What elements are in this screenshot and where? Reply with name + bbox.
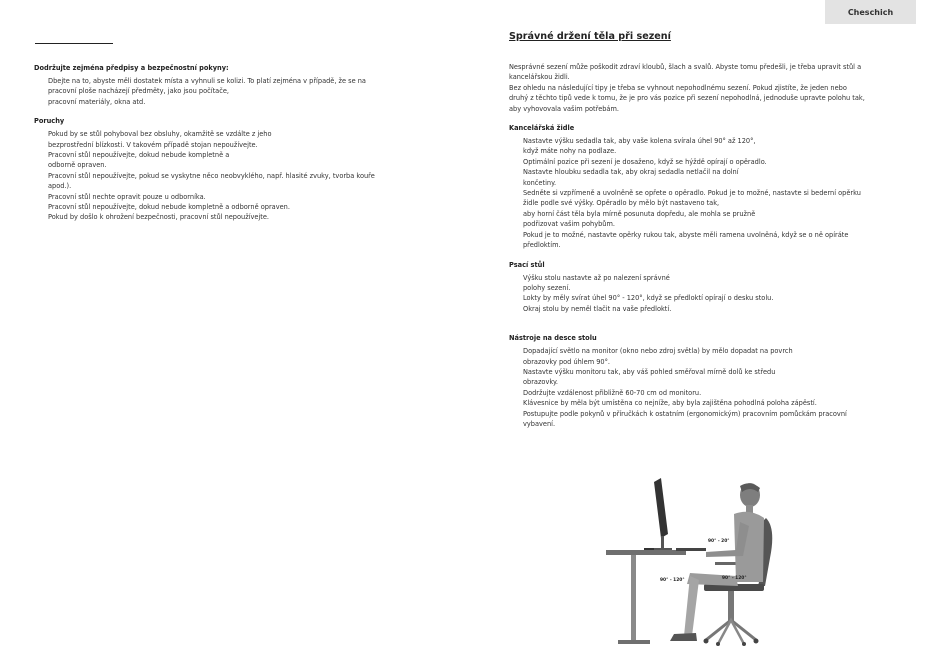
chair-line: Pokud je to možné, nastavte opěrky rukou tak, abyste měli ramena uvolněná, když se o ně opíráte	[523, 230, 849, 239]
faults-line: Pracovní stůl nepoužívejte, dokud nebude kompletně a odborně opraven.	[48, 203, 290, 212]
faults-heading: Poruchy	[34, 117, 65, 126]
tools-heading: Nástroje na desce stolu	[509, 334, 597, 343]
desk-text	[509, 273, 919, 315]
tools-line: Dopadající světlo na monitor (okno nebo zdroj světla) by mělo dopadat na povrch	[523, 347, 793, 356]
tools-line: vybavení.	[523, 419, 556, 428]
faults-line: apod.).	[48, 182, 72, 191]
faults-line: Pokud by se stůl pohyboval bez obsluhy, okamžitě se vzdálte z jeho	[48, 130, 272, 139]
section-divider	[35, 43, 113, 44]
faults-line: odborně opraven.	[48, 161, 107, 170]
chair-line: Nastavte hloubku sedadla tak, aby okraj sedadla netlačil na dolní	[523, 168, 739, 177]
chair-text	[509, 136, 919, 250]
chair-line: podřizovat vašim pohybům.	[523, 220, 615, 229]
hip-angle-label: 90° - 120°	[722, 576, 747, 581]
elbow-angle-label: 90° - 20°	[708, 539, 730, 544]
tools-line: Klávesnice by měla být umístěna co nejníže, aby byla zajištěna pohodlná poloha zápěstí.	[523, 399, 817, 408]
chair-line: aby horní část těla byla mírně posunuta dopředu, ale mohla se pružně	[523, 209, 756, 218]
desk-line: Lokty by měly svírat úhel 90° - 120°, když se předloktí opírají o desku stolu.	[523, 294, 774, 303]
left-column	[34, 64, 434, 223]
intro-line: Bez ohledu na následující tipy je třeba se vyhnout nepohodlnému sezení. Pokud zjistíte, že jeden nebo	[509, 83, 847, 92]
faults-line: Pracovní stůl nepoužívejte, dokud nebude kompletně a	[48, 151, 230, 160]
tools-text	[509, 346, 919, 429]
desk-line: Výšku stolu nastavte až po nalezení správné	[523, 273, 670, 282]
language-tab[interactable]	[825, 0, 916, 24]
desk-heading: Psací stůl	[509, 260, 545, 269]
faults-line: bezprostřední blízkosti. V takovém případě stojan nepoužívejte.	[48, 140, 258, 149]
page-title: Správné držení těla při sezení	[509, 31, 671, 42]
faults-text	[34, 129, 434, 223]
safety-heading: Dodržujte zejména předpisy a bezpečnostní pokyny:	[34, 64, 229, 72]
safety-line: Dbejte na to, abyste měli dostatek místa a vyhnuli se kolizi. To platí zejména v případě, že se na	[48, 77, 366, 85]
tools-line: obrazovky.	[523, 378, 559, 387]
chair-heading: Kancelářská židle	[509, 124, 575, 133]
monitor-icon	[652, 478, 672, 550]
chair-line: židle podle své výšky. Opěradlo by mělo být nastaveno tak,	[523, 199, 720, 208]
intro-line: aby vyhovovala vašim potřebám.	[509, 104, 619, 113]
chair-line: Sedněte si vzpřímeně a uvolněně se opřete o opěradlo. Pokud je to možné, nastavte si bederní opěrku	[523, 189, 861, 198]
desk-icon	[606, 550, 686, 644]
faults-line: Pracovní stůl nechte opravit pouze u odborníka.	[48, 192, 206, 201]
tools-line: obrazovky pod úhlem 90°.	[523, 357, 610, 366]
chair-line: končetiny.	[523, 178, 557, 187]
safety-line: pracovní materiály, okna atd.	[48, 97, 146, 106]
right-column	[509, 31, 919, 429]
intro-line: druhý z těchto tipů vede k tomu, že je pro vás pozice při sezení nepohodlná, jednoduše upravte polohu tak,	[509, 94, 865, 103]
chair-line: Nastavte výšku sedadla tak, aby vaše kolena svírala úhel 90° až 120°,	[523, 137, 756, 146]
intro-line: Nesprávné sezení může poškodit zdraví kloubů, šlach a svalů. Abyste tomu předešli, je třeba upravit stůl a	[509, 63, 862, 71]
mouse-icon	[644, 548, 654, 550]
chair-line: Optimální pozice při sezení je dosaženo, když se hýždě opírají o opěradlo.	[523, 157, 767, 166]
tools-line: Dodržujte vzdálenost přibližně 60-70 cm od monitoru.	[523, 388, 702, 397]
intro-line: kancelářskou židli.	[509, 73, 570, 82]
chair-line: když máte nohy na podlaze.	[523, 147, 617, 156]
chair-line: předloktím.	[523, 241, 561, 250]
tools-line: Postupujte podle pokynů v příručkách k ostatním (ergonomickým) pracovním pomůckám pracovní	[523, 409, 847, 418]
desk-line: polohy sezení.	[523, 283, 571, 292]
faults-line: Pracovní stůl nepoužívejte, pokud se vyskytne něco neobvyklého, např. hlasité zvuky, tvorba kouře	[48, 171, 375, 180]
keyboard-icon	[676, 548, 706, 551]
intro-text	[509, 62, 919, 114]
faults-line: Pokud by došlo k ohrožení bezpečnosti, pracovní stůl nepoužívejte.	[48, 213, 270, 222]
ergonomic-posture-illustration	[600, 478, 800, 646]
knee-angle-label: 90° - 120°	[660, 578, 685, 583]
tools-line: Nastavte výšku monitoru tak, aby váš pohled směřoval mírně dolů ke středu	[523, 367, 776, 376]
desk-line: Okraj stolu by neměl tlačit na vaše předloktí.	[523, 304, 672, 313]
safety-text	[34, 76, 434, 107]
safety-line: pracovní ploše nacházejí předměty, jako jsou počítače,	[48, 87, 229, 96]
language-tab-label: Cheschich	[847, 7, 894, 17]
